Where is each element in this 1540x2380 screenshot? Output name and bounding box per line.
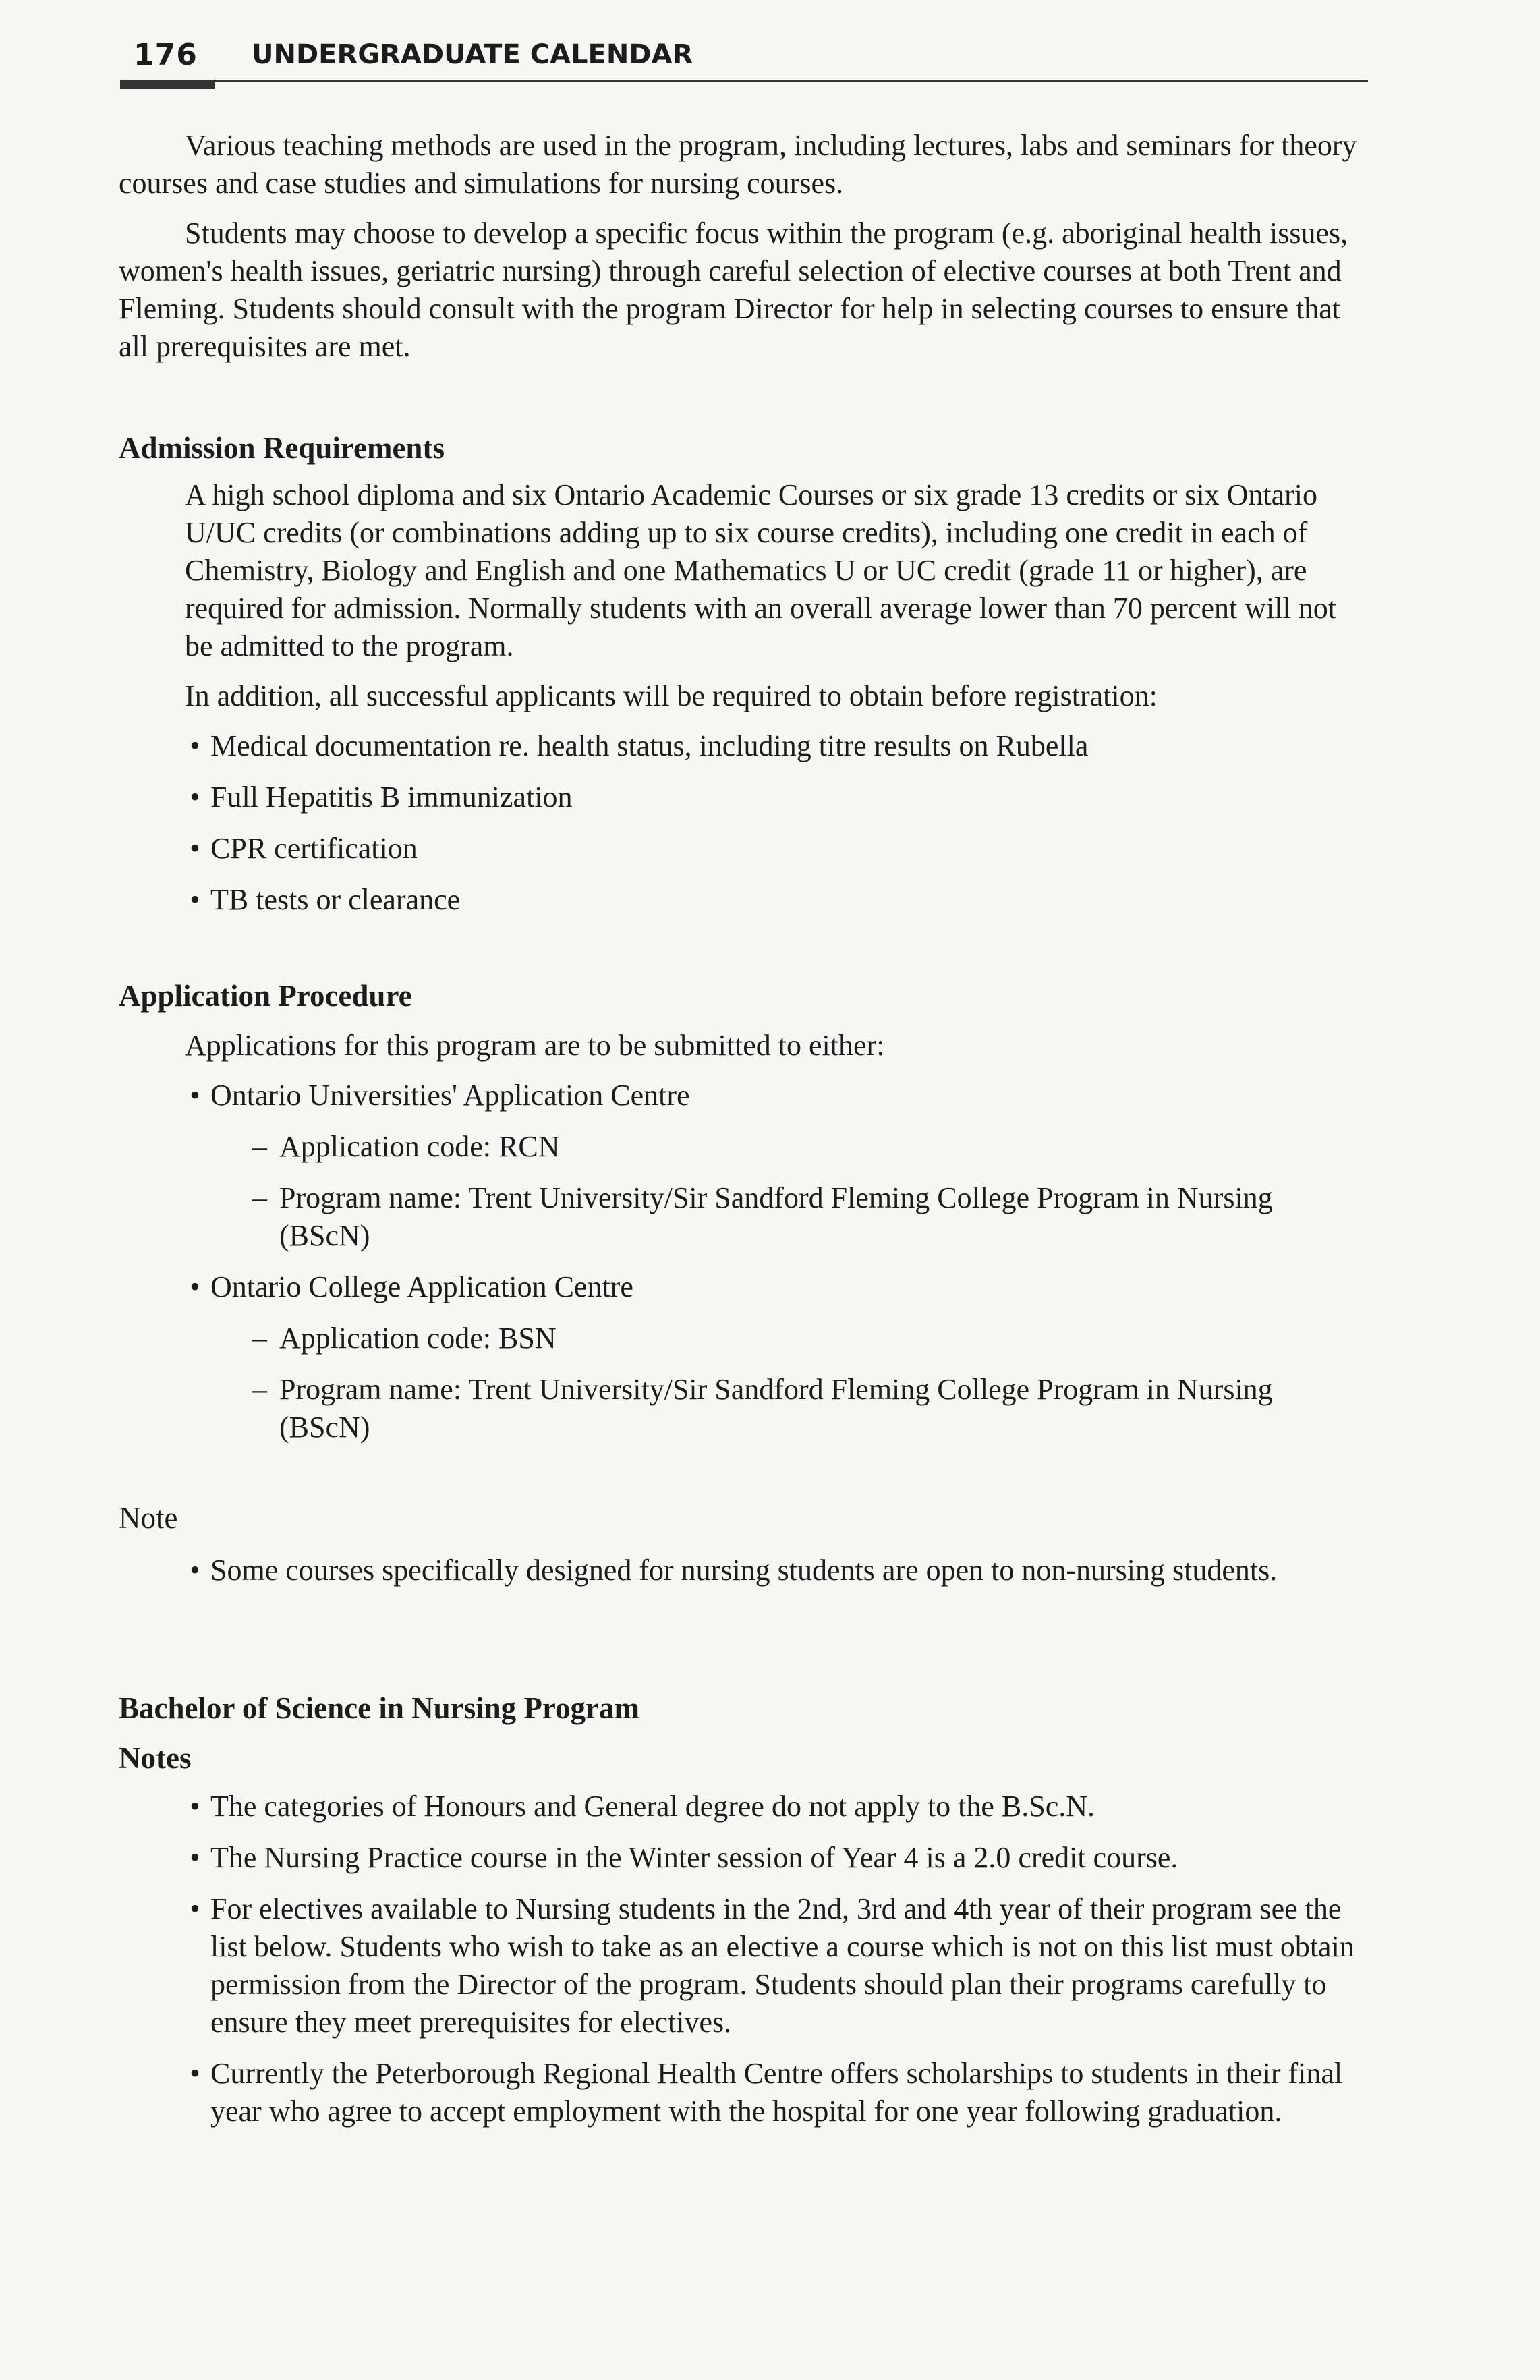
sub-list-item-text: Application code: RCN [279, 1130, 560, 1163]
bullet-icon: • [190, 1841, 200, 1874]
section-heading: Note [119, 1501, 178, 1535]
intro-paragraph: Various teaching methods are used in the program, including lectures, labs and seminars for theory courses and case studies and simulations for nursing courses. [119, 129, 1357, 200]
list-item [119, 2055, 1367, 2130]
list-item-text: Medical documentation re. health status, including titre results on Rubella [210, 729, 1089, 762]
list-item [119, 1839, 1367, 1877]
list-item-text: Currently the Peterborough Regional Health Centre offers scholarships to students in their final year who agree to accept employment with the hospital for one year following graduation. [210, 2057, 1343, 2128]
sub-list-item-text: Program name: Trent University/Sir Sandford Fleming College Program in Nursing (BScN) [279, 1181, 1273, 1252]
dash-icon: – [252, 1181, 267, 1214]
list-item-text: Some courses specifically designed for nursing students are open to non-nursing students. [210, 1554, 1278, 1587]
bullet-icon: • [190, 2057, 200, 2090]
list-item [119, 778, 1367, 816]
header-rule [120, 80, 1368, 82]
notes-heading: Notes [119, 1741, 192, 1775]
sub-list-item [119, 1371, 1367, 1446]
list-item-text: Ontario Universities' Application Centre [210, 1079, 690, 1112]
sub-list-item-text: Application code: BSN [279, 1322, 557, 1355]
list-item [119, 1552, 1367, 1589]
sub-list-item-text: Program name: Trent University/Sir Sandford Fleming College Program in Nursing (BScN) [279, 1373, 1273, 1444]
list-item [119, 1268, 1367, 1306]
bullet-icon: • [190, 832, 200, 865]
page-number: 176 [134, 38, 198, 72]
section-heading: Admission Requirements [119, 431, 445, 465]
intro-section [119, 127, 1367, 378]
dash-icon: – [252, 1373, 267, 1406]
list-item-text: TB tests or clearance [210, 883, 461, 916]
sub-list-item [119, 1320, 1367, 1357]
list-item [119, 881, 1367, 919]
bullet-icon: • [190, 1892, 200, 1925]
bscn-section [119, 1689, 1367, 2144]
dash-icon: – [252, 1322, 267, 1355]
admission-paragraph: In addition, all successful applicants will be required to obtain before registration: [185, 679, 1158, 712]
list-item [119, 830, 1367, 868]
list-item-text: Ontario College Application Centre [210, 1270, 633, 1303]
list-item-text: For electives available to Nursing students in the 2nd, 3rd and 4th year of their program see the list below. Students who wish to take as an elective a course which is not on this list must obtain permission from the Director of the program. Students should plan their programs carefully to ensure they meet prerequisites for electives. [210, 1892, 1354, 2039]
list-item [119, 727, 1367, 765]
list-item [119, 1077, 1367, 1114]
note-section [119, 1499, 1367, 1603]
section-heading: Bachelor of Science in Nursing Program [119, 1691, 640, 1725]
bullet-icon: • [190, 729, 200, 762]
section-heading: Application Procedure [119, 979, 412, 1013]
admission-section [119, 429, 1367, 932]
bullet-icon: • [190, 883, 200, 916]
page-header [120, 32, 1368, 100]
sub-list-item [119, 1179, 1367, 1255]
bullet-icon: • [190, 1790, 200, 1823]
list-item-text: The categories of Honours and General degree do not apply to the B.Sc.N. [210, 1790, 1095, 1823]
list-item-text: CPR certification [210, 832, 418, 865]
list-item-text: The Nursing Practice course in the Winter session of Year 4 is a 2.0 credit course. [210, 1841, 1178, 1874]
list-item [119, 1890, 1367, 2041]
bullet-icon: • [190, 1554, 200, 1587]
application-intro: Applications for this program are to be submitted to either: [185, 1029, 885, 1062]
intro-paragraph: Students may choose to develop a specific focus within the program (e.g. aboriginal health issues, women's health issues, geriatric nursing) through careful selection of elective courses at both Trent and Fleming. Students should consult with the program Director for help in selecting courses to ensure that all prerequisites are met. [119, 217, 1348, 363]
admission-paragraph: A high school diploma and six Ontario Academic Courses or six grade 13 credits or six Ontario U/UC credits (or combinations adding up to six course credits), including one credit in each of Chemistry, Biology and English and one Mathematics U or UC credit (grade 11 or higher), are required for admission. Normally students with an overall average lower than 70 percent will not be admitted to the program. [185, 478, 1336, 662]
bullet-icon: • [190, 1079, 200, 1112]
list-item [119, 1788, 1367, 1825]
bullet-icon: • [190, 781, 200, 814]
bullet-icon: • [190, 1270, 200, 1303]
application-section [119, 977, 1367, 1460]
sub-list-item [119, 1128, 1367, 1166]
dash-icon: – [252, 1130, 267, 1163]
list-item-text: Full Hepatitis B immunization [210, 781, 573, 814]
running-title: UNDERGRADUATE CALENDAR [252, 39, 693, 70]
header-rule-accent [120, 80, 215, 89]
